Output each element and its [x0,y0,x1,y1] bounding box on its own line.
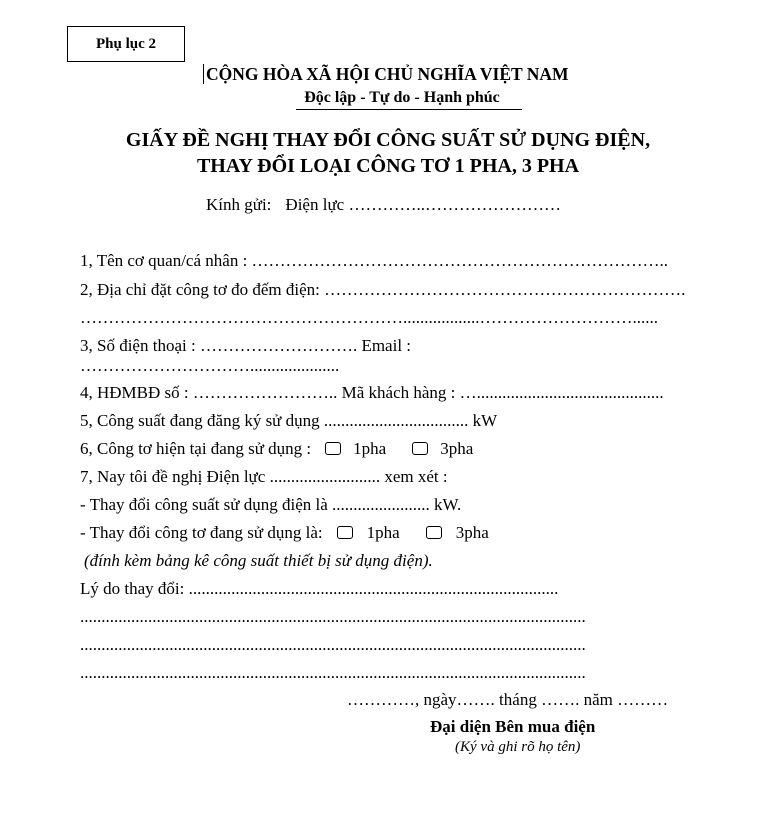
field-address-continued: …………………………………………………..................………………………...... [80,308,658,327]
field-current-meter [80,438,473,460]
change-meter-1pha-label: 1pha [366,523,400,542]
field-name: 1, Tên cơ quan/cá nhân : ……………………………………………………………….. [80,251,669,270]
field-contract: 4, HĐMBĐ số : …………………….. Mã khách hàng : …............................................ [80,383,664,402]
current-meter-1pha-label: 1pha [353,439,387,458]
current-meter-3pha-label: 3pha [440,439,474,458]
motto-underline [296,109,522,110]
current-meter-1pha-checkbox[interactable] [325,442,341,455]
reason-line-3: ....................................................................................................................... [80,663,586,682]
signature-note: (Ký và ghi rõ họ tên) [455,739,581,755]
field-reason: Lý do thay đổi: ....................................................................................... [80,579,559,598]
form-title-line-1: GIẤY ĐỀ NGHỊ THAY ĐỔI CÔNG SUẤT SỬ DỤNG ĐIỆN, [125,129,651,151]
republic-heading: CỘNG HÒA XÃ HỘI CHỦ NGHĨA VIỆT NAM [203,64,596,84]
change-meter-3pha-label: 3pha [455,523,489,542]
appendix-label: Phụ lục 2 [95,35,156,52]
form-title-line-2: THAY ĐỔI LOẠI CÔNG TƠ 1 PHA, 3 PHA [196,155,580,177]
change-meter-label: - Thay đổi công tơ đang sử dụng là: [80,523,323,542]
field-capacity: 5, Công suất đang đăng ký sử dụng .................................. kW [80,411,498,430]
signature-title: Đại diện Bên mua điện [430,717,596,736]
field-address: 2, Địa chỉ đặt công tơ đo đếm điện: ………………………………………………………. [80,280,686,299]
salutation [206,194,561,216]
field-change-meter [80,522,489,544]
salutation-label: Kính gửi: [206,195,272,214]
current-meter-label: 6, Công tơ hiện tại đang sử dụng : [80,439,312,458]
change-meter-3pha-checkbox[interactable] [426,526,442,539]
current-meter-3pha-checkbox[interactable] [412,442,428,455]
field-phone-email: 3, Số điện thoại : ………………………. Email : [80,336,412,355]
change-meter-1pha-checkbox[interactable] [337,526,353,539]
field-email-continued: …………………………..................... [80,356,340,375]
motto: Độc lập - Tự do - Hạnh phúc [304,89,500,106]
date-line: …………, ngày……. tháng ……. năm ……… [347,690,669,709]
salutation-recipient: Điện lực …………..…………………… [285,195,561,214]
appendix-label-box [67,26,185,62]
field-change-capacity: - Thay đổi công suất sử dụng điện là ....................... kW. [80,495,462,514]
reason-line-1: ....................................................................................................................... [80,607,586,626]
attachment-note: (đính kèm bảng kê công suất thiết bị sử dụng điện). [84,551,433,570]
field-request: 7, Nay tôi đề nghị Điện lực .......................... xem xét : [80,467,448,486]
reason-line-2: ....................................................................................................................... [80,635,586,654]
